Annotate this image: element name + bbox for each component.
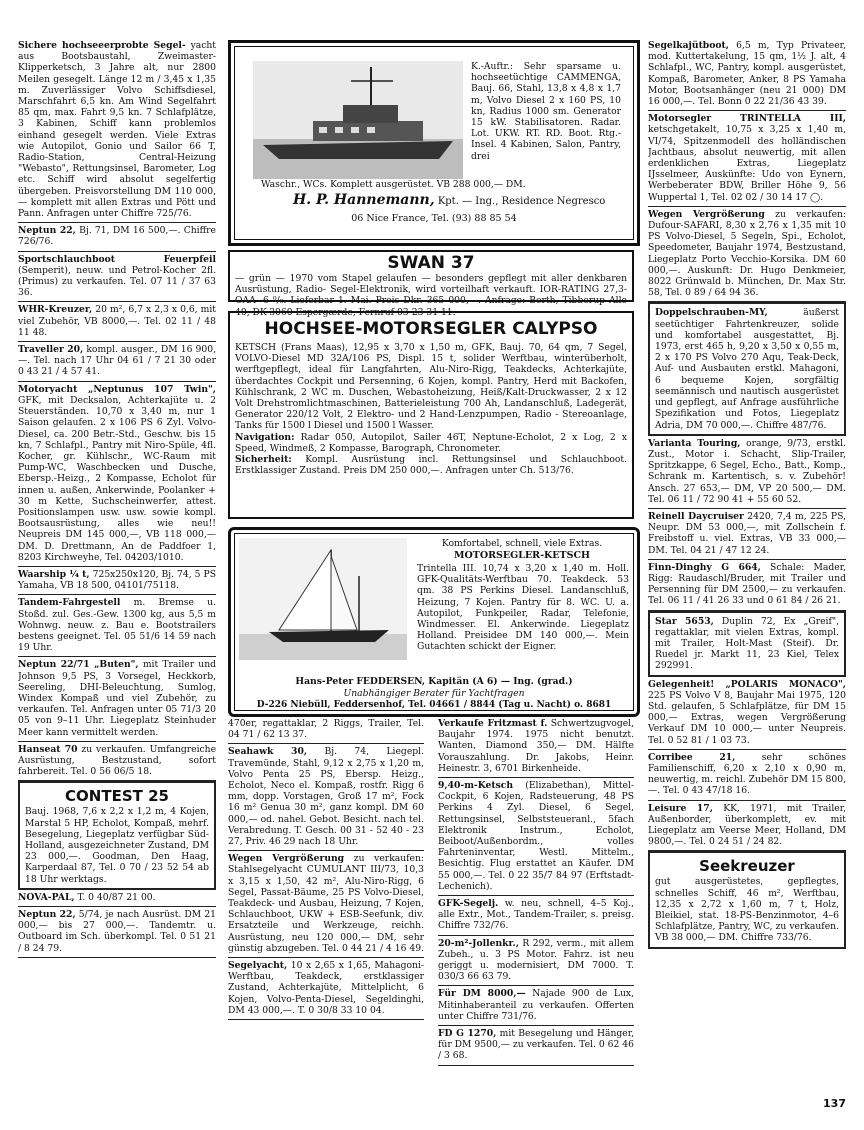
classified-ad xyxy=(648,750,846,801)
classified-ad xyxy=(18,890,216,907)
classified-ad xyxy=(648,851,846,948)
middle-right-column xyxy=(438,716,634,1066)
classified-ad xyxy=(228,744,424,851)
right-column xyxy=(648,38,846,949)
ad-heading: Neptun 22, xyxy=(18,225,76,237)
ad-heading: Gelegenheit! „POLARIS MONACO", xyxy=(648,678,846,690)
classified-ad xyxy=(648,111,846,207)
classified-ad xyxy=(438,778,634,896)
ad-text: sehr schönes Familienschiff, 6,20 x 2,10 x 0,90 m, neuwertig, m. reichl. Zubehör DM 15 800,—. Tel. 0 43 47/18 16. xyxy=(648,751,846,797)
calypso-title: HOCHSEE-MOTORSEGLER CALYPSO xyxy=(264,319,598,339)
classified-ad xyxy=(18,567,216,595)
ad-text: Bj. 71, DM 16 500,—. Chiffre 726/76. xyxy=(18,225,216,248)
swan-ad xyxy=(228,250,634,318)
navigation-label: Navigation: xyxy=(235,431,295,443)
cammenga-text: K.-Auftr.: Sehr sparsame u. hochseetüchtige CAMMENGA, Bauj. 66, Stahl, 13,8 x 4,8 x 1,7 m, Volvo Diesel 2 x 160 PS, 10 kn, Radius 1000 sm. Generator 15 kW. Stabilisatoren. Radar. Lot. UKW. RT. RD. Boot. Rtg.-Insel. 4 Kabinen, Salon, Pantry, drei xyxy=(471,61,621,162)
ad-text: w. neu, schnell, 4–5 Koj., alle Extr., Mot., Tandem-Trailer, s. preisg. Chiffre 732/76. xyxy=(438,898,634,932)
page-number: 137 xyxy=(823,1097,846,1110)
ad-text: zu verkaufen: Stahlsegelyacht CUMULANT III/73, 10,3 x 3,15 x 1,50, 42 m², Alu-Niro-Rigg, 6 Segel, Passat-Bäume, 25 PS Volvo-Diesel, Teakdeck- und Ausbau, Heizung, 7 Kojen, Schlauchboot, UKW + ESB-Seefunk, div. Ersatzteile und Werkzeuge, reichh. Ausrüstung, neu 120 000,— DM, sehr günstig abzugeben. Tel. 0 44 21 / 4 16 49. xyxy=(228,853,424,954)
navigation-text: Radar 050, Autopilot, Sailer 46T, Neptune-Echolot, 2 x Log, 2 x Speed, Windmeß, 2 Kompasse, Barograph, Chronometer. xyxy=(235,431,627,454)
ad-text: 225 PS Volvo V 8, Baujahr Mai 1975, 120 Std. gelaufen, 5 Schlafplätze, für DM 15 000,— Extras, wegen Vergrößerung Verkauf DM 10 000,— unter Neupreis. Tel. 0 52 81 / 1 03 73. xyxy=(648,689,846,746)
ad-text: Schwertzugvogel, Baujahr 1974. 1975 nicht benutzt. Wanten, Diamond 350,— DM. Hälfte Vorauszahlung. Dr. Jakobs, Heinr. Heinestr. 3, 6701 Birkenheide. xyxy=(438,718,634,774)
ad-heading: Waarship ¼ t, xyxy=(18,568,90,580)
ad-heading: Leisure 17, xyxy=(648,802,713,814)
ketch-photo xyxy=(239,538,407,660)
ad-heading: Für DM 8000,— xyxy=(438,988,526,1000)
ad-text: 470er, regattaklar, 2 Riggs, Trailer, Tel. 04 71 / 62 13 37. xyxy=(228,718,424,741)
dealer-name: H. P. Hannemann, xyxy=(293,192,435,208)
ad-text: ketschgetakelt, 10,75 x 3,25 x 1,40 m, VI/74, Spitzenmodell des holländischen Jachtbaus, absolut neuwertig, mit allen erdenklichen Extras, Liegeplatz IJsselmeer, Auskünfte: Udo von Eynern, Werbeberater BDW, Briller Höhe 9, 56 Wuppertal 1, Tel. 02 02 / 30 14 17 ◯. xyxy=(648,124,846,203)
right-ads xyxy=(648,38,846,949)
ad-text: yacht aus Bootsbaustahl, Zweimaster-Klipperketsch, 3 Jahre alt, nur 2800 Meilen gesegelt. Länge 12 m / 3,45 x 1,35 m. Zuverlässiger Volvo Schiffsdiesel, Marschfahrt 6,5 kn. Am Wind Segelfahrt 85 qm, max. Fahrt 9,5 kn. 7 Schlafplätze, 3 Kabinen, Schiff kann problemlos einhand gesegelt werden. Viele Extras wie Autopilot, Gonio und Sailor 66 T, Radio-Station, Central-Heizung "Webasto", Rettungsinsel, Barometer, Log etc. Schiff wird absolut segelfertig übergeben. Preisvorstellung DM 110 000,— komplett mit allen Extras und Pött und Pann. Anfragen unter Chiffre 725/76. xyxy=(18,40,216,220)
ad-heading: Wegen Vergrößerung xyxy=(648,208,765,220)
ad-text: äußerst seetüchtiger Fahrtenkreuzer, solide und komfortabel ausgestattet, Bj. 1973, erst 465 h, 9,20 x 3,50 x 0,55 m, 2 x 170 PS Volvo 270 Aqu, Teak-Deck, Auf- und Ausbauten erstkl. Mahagoni, 6 bequeme Kojen, sorgfältig seemännisch und nautisch ausgerüstet und gepflegt, auf Anfrage ausführliche Spezifikation und Fotos, Liegeplatz Adria, DM 70 000,—. Chiffre 487/76. xyxy=(655,307,839,431)
ad-text: 2420, 7,4 m, 225 PS, Neupr. DM 53 000,—, mit Zollschein f. Freibstoff u. viel. Extras, VB 33 000,— DM. Tel. 04 21 / 47 12 24. xyxy=(648,510,846,556)
ad-title: CONTEST 25 xyxy=(65,787,169,806)
ad-text: kompl. ausger., DM 16 900,—. Tel. nach 17 Uhr 04 61 / 7 21 30 oder 0 43 21 / 4 57 41. xyxy=(18,344,216,378)
swan-text: — grün — 1970 vom Stapel gelaufen — besonders gepflegt mit aller denkbaren Ausrüstung, Radio- Segel-Elektronik, wird vorteilhaft verkauft. IOR-RATING 27,3-OAA -6 ⁰/₀. Lieferbar 1. Mai. Preis Dkr. 365 000,—. Anfrage: Berth, Tibberup Alle 40, DK-3060 Espergærde, Fernruf 03-23 31 11. xyxy=(235,273,627,318)
classified-ad xyxy=(648,677,846,750)
feddersen-sub: Unabhängiger Berater für Yachtfragen xyxy=(343,688,525,699)
classified-ad xyxy=(18,907,216,958)
ad-heading: Corribee 21, xyxy=(648,751,736,763)
classified-ad xyxy=(648,560,846,611)
cammenga-ad xyxy=(228,40,640,246)
ad-heading: Sichere hochseeerprobte Segel- xyxy=(18,40,186,51)
ad-heading: GFK-Segelj. xyxy=(438,898,499,910)
ad-text: 10 x 2,65 x 1,65, Mahagoni-Werftbau, Teakdeck, erstklassiger Zustand, Achterkajüte, Mittelplicht, 6 Kojen, Volvo-Penta-Diesel, Segeldinghi, DM 43 000,—. T. 0 30/8 33 10 04. xyxy=(228,960,424,1016)
classified-ad xyxy=(438,896,634,936)
cammenga-text-tail: Waschr., WCs. Komplett ausgerüstet. VB 288 000,— DM. xyxy=(261,179,526,190)
ad-text: (Semperit), neuw. und Petrol-Kocher 2fl. (Primus) zu verkaufen. Tel. 07 11 / 37 63 36. xyxy=(18,264,216,299)
ad-heading: NOVA-PAL, xyxy=(18,891,75,903)
classified-ad xyxy=(18,382,216,567)
left-column xyxy=(18,38,216,958)
ad-text: Najade 900 de Lux, Mitinhaberanteil zu verkaufen. Offerten unter Chiffre 731/76. xyxy=(438,988,634,1022)
ad-text: zu verkaufen: Dufour-SAFARI, 8,30 x 2,76 x 1,35 mit 10 PS Volvo-Diesel, 5 Segeln, Spi., Echolot, Speedometer, Baujahr 1974, Bestzustand, Liegeplatz Porto Vecchio-Korsika. DM 60 000,—. Auskunft: Dr. Hugo Denkmeier, 8022 Grünwald b. München, Dr. Max Str. 58, Tel. 0 89 / 64 94 36. xyxy=(648,208,846,299)
middle-left-ads xyxy=(228,716,424,1020)
ad-title: Seekreuzer xyxy=(699,857,795,876)
classified-ad xyxy=(648,611,846,677)
calypso-ad xyxy=(228,311,634,519)
safety-text: Kompl. Ausrüstung incl. Rettungsinsel und Schlauchboot. Erstklassiger Zustand. Preis DM 250 000,—. Anfragen unter Ch. 513/76. xyxy=(235,454,628,477)
motor-yacht-photo xyxy=(253,61,463,179)
classified-ad xyxy=(228,716,424,744)
cammenga-dealer xyxy=(293,192,633,208)
ad-heading: Segelyacht, xyxy=(228,960,288,972)
ad-text: mit Trailer und Johnson 9,5 PS, 3 Vorsegel, Heckkorb, Seereling, DHI-Beleuchtung, Sumlog, Windex Kompaß und viel Zubehör, zu verkaufen. Tel. Anfragen unter 05 71/3 20 05 von 9–11 Uhr. Liegeplatz Steinhuder Meer kann vermittelt werden. xyxy=(18,659,216,738)
ad-heading: FD G 1270, xyxy=(438,1028,497,1040)
feddersen-title: MOTORSEGLER-KETSCH xyxy=(454,550,590,561)
ad-heading: Sportschlauchboot Feuerpfeil xyxy=(18,253,216,265)
ad-text: T. 0 40/87 21 00. xyxy=(77,891,156,903)
ad-heading: Seahawk 30, xyxy=(228,746,308,758)
ad-heading: Traveller 20, xyxy=(18,344,84,356)
ad-text: 20 m², 6,7 x 2,3 x 0,6, mit viel Zubehör, VB 8000,—. Tel. 02 11 / 48 11 48. xyxy=(18,304,216,338)
ad-text: 5/74, je nach Ausrüst. DM 21 000,— bis 27 000,—. Tandemtr. u. Outboard im Sch. überkompl. Tel. 0 51 21 / 8 24 79. xyxy=(18,909,216,954)
feddersen-addr: D-226 Niebüll, Feddersenhof, Tel. 04661 / 8844 (Tag u. Nacht) o. 8681 xyxy=(256,700,612,710)
ad-heading: Finn-Dinghy G 664, xyxy=(648,561,761,573)
classified-ad xyxy=(648,436,846,509)
calypso-text: KETSCH (Frans Maas), 12,95 x 3,70 x 1,50 m, GFK, Bauj. 70, 64 qm, 7 Segel, VOLVO-Diesel MD 32A/106 PS, Displ. 15 t, solider Werftbau, winterüberholt, werftgepflegt, ideal für Langfahrten, Alu-Niro-Rigg, Teakdecks, Achterkajüte, überdachtes Cockpit und Persenning, 6 Kojen, kompl. Pantry, Herd mit Backofen, Kühlschrank, 2 WC m. Duschen, Webastoheizung, Heiß/Kalt-Druckwasser, 2 x 12 Volt Drehstromlichtmaschinen, Batterieleistung 700 Ah, Landanschluß, Ladegerät, Generator 220/12 Volt, 2 Elektro- und 2 Hand-Lenzpumpen, Radio - Stereoanlage, Tanks für 1500 l Diesel und 1500 l Wasser. xyxy=(235,342,627,432)
swan-title: SWAN 37 xyxy=(387,253,475,273)
classified-ad xyxy=(18,223,216,251)
classified-ad xyxy=(18,781,216,889)
ad-heading: Varianta Touring, xyxy=(648,437,741,449)
ad-text: gut ausgerüstetes, gepflegtes, schnelles Schiff, 46 m², Werftbau, 12,35 x 2,72 x 1,60 m, 7 t, Holz, Bleikiel, stat. 18-PS-Benzinmotor, 4–6 Schlafplätze, Pantry, WC, zu verkaufen. VB 38 000,— DM. Chiffre 733/76. xyxy=(655,876,839,944)
ad-text: (Elizabethan), Mittel-Cockpit, 6 Kojen, Radsteuerung, 48 PS Perkins 4 Zyl. Diesel, 6 Segel, Rettungsinsel, Selbststeueranl., 5fach Elektronik Instrum., Echolot, Beiboot/Außenbordm., volles Fahrteninventar, Westl. Mittelm., Besichtig. Flug erstattet an Käufer. DM 55 000,—. Tel. 0 22 35/7 84 97 (Erftstadt-Lechenich). xyxy=(438,780,634,892)
ad-text: Bauj. 1968, 7,6 x 2,2 x 1,2 m, 4 Kojen, Marstal 5 HP, Echolot, Kompaß, mehrf. Besegelung, Liegeplatz verfügbar Süd-Holland, ausgezeichneter Zustand, DM 23 000,—. Goodman, Den Haag, Karperdaal 87, Tel. 0 70 / 23 52 54 ab 18 Uhr werktags. xyxy=(25,806,209,885)
classified-ad xyxy=(648,38,846,111)
classified-ad xyxy=(228,851,424,958)
ad-text: Schale: Mader, Rigg: Raudaschl/Bruder, mit Trailer und Persenning für DM 2500,— zu verkaufen. Tel. 06 11 / 41 26 33 und 0 61 84 / 26 21. xyxy=(648,561,846,607)
ad-text: KK, 1971, mit Trailer, Außenborder, überkomplett, ev. mit Liegeplatz am Veerse Meer, Holland, DM 9800,—. Tel. 0 24 51 / 24 82. xyxy=(648,802,846,848)
dealer-title: Kpt. — Ing., Residence Negresco xyxy=(437,196,606,207)
ad-heading: Motorsegler TRINTELLA III, xyxy=(648,113,846,125)
ad-text: Duplin 72, Ex „Greif", regattaklar, mit vielen Extras, kompl. mit Trailer, Holt-Mast (Steif). Dr. Ruedel jr. Markt 11, 23 Kiel, Telex 292991. xyxy=(655,615,840,672)
ad-text: zu verkaufen. Umfangreiche Ausrüstung, Bestzustand, sofort fahrbereit. Tel. 0 56 06/5 18. xyxy=(18,743,216,778)
classified-ad xyxy=(648,207,846,303)
ad-text: 725x250x120, Bj. 74, 5 PS Yamaha, VB 18 500, 04101/75118. xyxy=(18,568,216,592)
ad-heading: Verkaufe Fritzmast f. xyxy=(438,718,548,729)
classified-ad xyxy=(438,716,634,778)
ad-heading: Tandem-Fahrgestell xyxy=(18,597,121,609)
feddersen-text: Trintella III. 10,74 x 3,20 x 1,40 m. Holl. GFK-Qualitäts-Werftbau 70. Teakdeck. 53 qm. 38 PS Perkins Diesel. Landanschluß, Heizung, 7 Kojen. Pantry für 8. WC. U. a. Autopilot, Funkpeiler, Radar, Telefonie, Windmesser. El. Ankerwinde. Liegeplatz Holland. Preisidee DM 140 000,—. Mein Gutachten schickt der Eigner. xyxy=(417,563,629,653)
classified-ad xyxy=(438,936,634,987)
classified-ad xyxy=(18,742,216,782)
ad-text: GFK, mit Decksalon, Achterkajüte u. 2 Steuerständen. 10,70 x 3,40 m, nur 1 Saison gelaufen. 2 x 106 PS 6 Zyl. Volvo-Diesel, ca. 200 Betr.-Std., Geschw. bis 15 kn, 7 Schlafpl., Pantry mit Niro-Spüle, 4fl. Kocher, gr. Kühlschr., WC-Raum mit Pump-WC, Waschbecken und Dusche, Ebersp.-Heizg., 2 Kompasse, Echolot für innen u. außen, Ankerwinde, Poolanker + 30 m Kette, Suchscheinwerfer, attest. Positionslampen usw. usw. sowie kompl. Bootsausrüstung, alles wie neu!! Neupreis DM 145 000,—, VB 118 000,— DM. D. Drettmann, An de Paddfoer 1, 8203 Kirchweyhe, Tel. 04203/1010. xyxy=(18,394,216,563)
classified-ad xyxy=(228,958,424,1020)
feddersen-intro: Komfortabel, schnell, viele Extras. xyxy=(441,538,603,549)
classified-ad xyxy=(648,801,846,852)
ad-heading: Neptun 22, xyxy=(18,909,76,921)
classified-ad xyxy=(18,595,216,657)
classified-ad xyxy=(18,342,216,382)
classified-ad xyxy=(18,252,216,303)
ad-text: R 292, verm., mit allem Zubeh., u. 3 PS Motor. Fahrz. ist neu geriggt u. modernisiert, DM 7000. T. 030/3 66 63 79. xyxy=(438,937,634,983)
classified-ad xyxy=(18,657,216,741)
ad-heading: 20-m²-Jollenkr., xyxy=(438,937,519,949)
ad-heading: Neptun 22/71 „Buten", xyxy=(18,659,139,671)
ad-heading: Wegen Vergrößerung xyxy=(228,853,345,865)
safety-label: Sicherheit: xyxy=(235,454,292,466)
ad-heading: 9,40-m-Ketsch xyxy=(438,780,514,792)
ad-text: Bj. 74, Liegepl. Travemünde, Stahl, 9,12 x 2,75 x 1,20 m, Volvo Penta 25 PS, Ebersp. Heizg., Echolot, Neco el. Kompaß, rostfr. Rigg 6 mm, dopp. Vorstagen, Groß 17 m², Fock 16 m² Genua 30 m², ganz kompl. DM 60 000,— od. nahel. Gebot. Besicht. nach tel. Verabredung. T. Gesch. 00 31 - 52 40 - 23 27, Priv. 46 29 nach 18 Uhr. xyxy=(228,746,424,848)
ad-heading: Segelkajütboot, xyxy=(648,40,729,51)
ad-heading: Doppelschrauben-MY, xyxy=(655,307,768,319)
classified-ad xyxy=(438,1026,634,1066)
middle-left-column xyxy=(228,716,424,1020)
classified-ad xyxy=(18,302,216,342)
ad-heading: Star 5653, xyxy=(655,615,714,627)
ad-heading: Motoryacht „Neptunus 107 Twin", xyxy=(18,383,216,395)
cammenga-address: 06 Nice France, Tel. (93) 88 85 54 xyxy=(351,213,517,224)
calypso-body xyxy=(235,342,627,476)
ad-text: m. Bremse u. Stoßd. zul. Ges.-Gew. 1300 kg, aus 5,5 m Wohnwg. neuw. z. Bau e. Bootstrailers bestens geeignet. Tel. 05 51/6 14 59 nach 19 Uhr. xyxy=(18,597,216,654)
left-ads xyxy=(18,38,216,958)
ad-text: mit Besegelung und Hänger, für DM 9500,— zu verkaufen. Tel. 0 62 46 / 3 68. xyxy=(438,1028,634,1062)
classified-ad xyxy=(648,302,846,435)
ad-heading: Reinell Daycruiser xyxy=(648,510,744,522)
feddersen-ad xyxy=(228,527,640,717)
ad-text: orange, 9/73, erstkl. Zust., Motor i. Schacht, Slip-Trailer, Spritzkappe, 6 Segel, Echo., Batt., Komp., Schrank m. Kartentisch, s. v. Zubehör! Ansch. 27 653,— DM, VP 20 500,— DM. Tel. 06 11 / 72 90 41 + 55 60 52. xyxy=(648,437,846,505)
ad-heading: WHR-Kreuzer, xyxy=(18,304,93,316)
ad-heading: Hanseat 70 xyxy=(18,743,78,755)
classified-ad xyxy=(438,986,634,1026)
classified-ad xyxy=(18,38,216,223)
feddersen-name: Hans-Peter FEDDERSEN, Kapitän (A 6) — Ing. (grad.) xyxy=(295,676,573,687)
middle-right-ads xyxy=(438,716,634,1066)
classified-ad xyxy=(648,509,846,560)
ad-text: 6,5 m, Typ Privateer, mod. Kuttertakelung, 15 qm, 1½ J. alt, 4 Schlafpl., WC, Pantry, kompl. ausgerüstet, Kompaß, Barometer, Anker, 8 PS Yamaha Motor, Bootsanhänger (neu 21 000) DM 16 000,—. Tel. Bonn 0 22 21/36 43 39. xyxy=(648,40,846,108)
